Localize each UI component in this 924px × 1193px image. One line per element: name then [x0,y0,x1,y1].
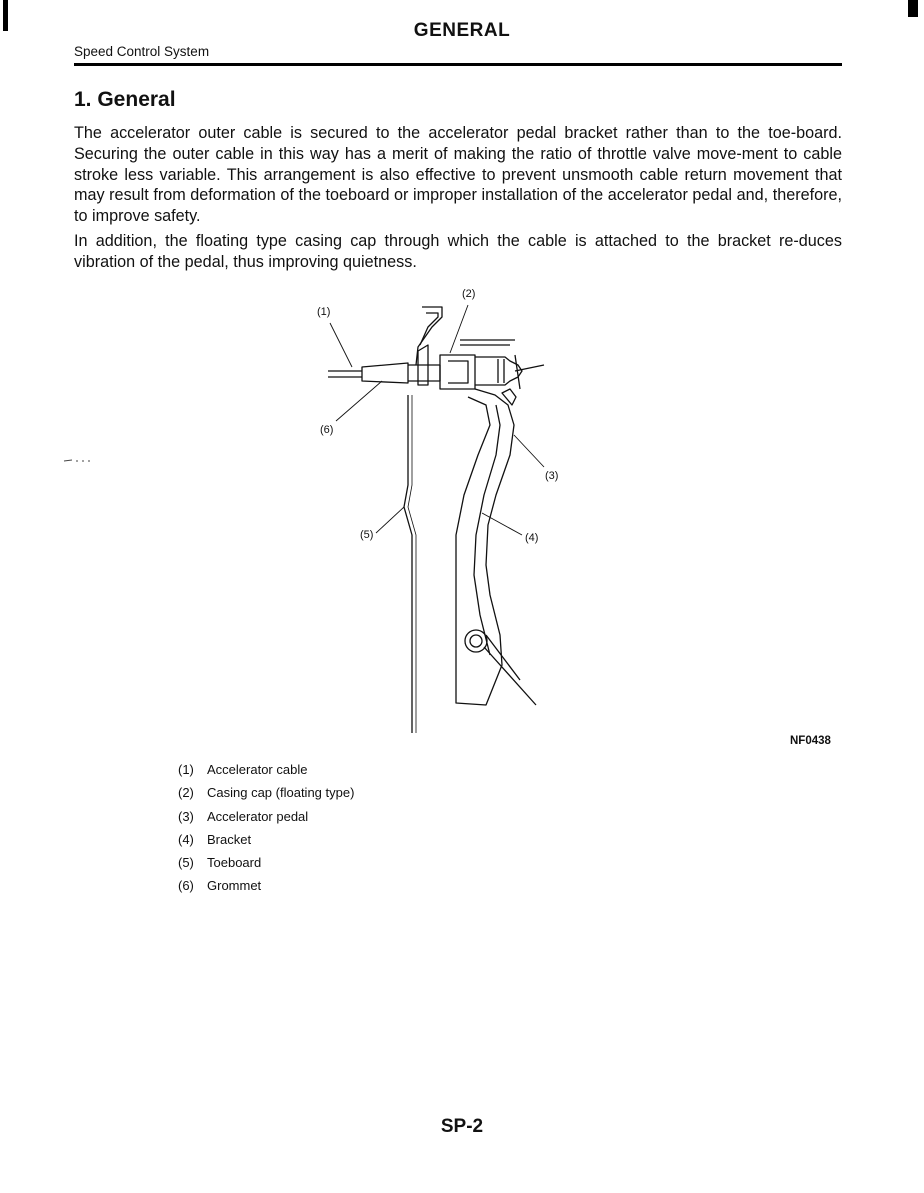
legend-label: Accelerator pedal [207,808,309,824]
legend-label: Toeboard [207,855,262,871]
legend-number: (1) [178,762,194,777]
scan-edge-mark-right [908,0,918,17]
legend-item [178,832,354,855]
page-number: SP-2 [440,1116,484,1137]
legend-number: (3) [178,808,194,824]
body-paragraph-1: The accelerator outer cable is secured to the accelerator pedal bracket rather than to the toe-board. Securing the outer cable in this way has a merit of making the ratio of throttle valve move-ment to cable stroke less variable. This arrangement is also effective to prevent unsmooth cable return movement that may result from deformation of the toeboard or improper installation of the accelerator pedal and, therefore, to improve safety. [74,124,842,226]
legend-item [178,785,354,808]
page-header-section: Speed Control System [74,44,210,59]
figure-legend [178,762,354,902]
legend-number: (6) [178,878,194,894]
callout-2: (2) [462,288,476,300]
legend-label: Casing cap (floating type) [207,785,355,801]
diagram-drawing [300,285,560,735]
legend-number: (2) [178,785,194,801]
legend-item [178,878,354,901]
legend-item [178,762,354,785]
callout-1: (1) [317,306,331,318]
callout-6: (6) [320,424,334,436]
legend-number: (4) [178,831,194,847]
header-divider [74,63,842,66]
section-heading: 1. General [74,88,176,111]
body-paragraph-2: In addition, the floating type casing cap through which the cable is attached to the bracket re-duces vibration of the pedal, thus improving quietness. [74,232,842,271]
legend-label: Accelerator cable [207,762,308,777]
legend-label: Grommet [207,878,262,894]
callout-4: (4) [525,532,539,544]
accelerator-pedal-diagram [300,285,560,735]
legend-label: Bracket [207,831,252,847]
callout-5: (5) [360,529,374,541]
legend-number: (5) [178,855,194,871]
figure-code: NF0438 [790,735,831,747]
legend-item [178,855,354,878]
page-header-title: GENERAL [413,20,511,41]
callout-3: (3) [545,470,559,482]
scan-speck [62,457,104,463]
legend-item [178,809,354,832]
